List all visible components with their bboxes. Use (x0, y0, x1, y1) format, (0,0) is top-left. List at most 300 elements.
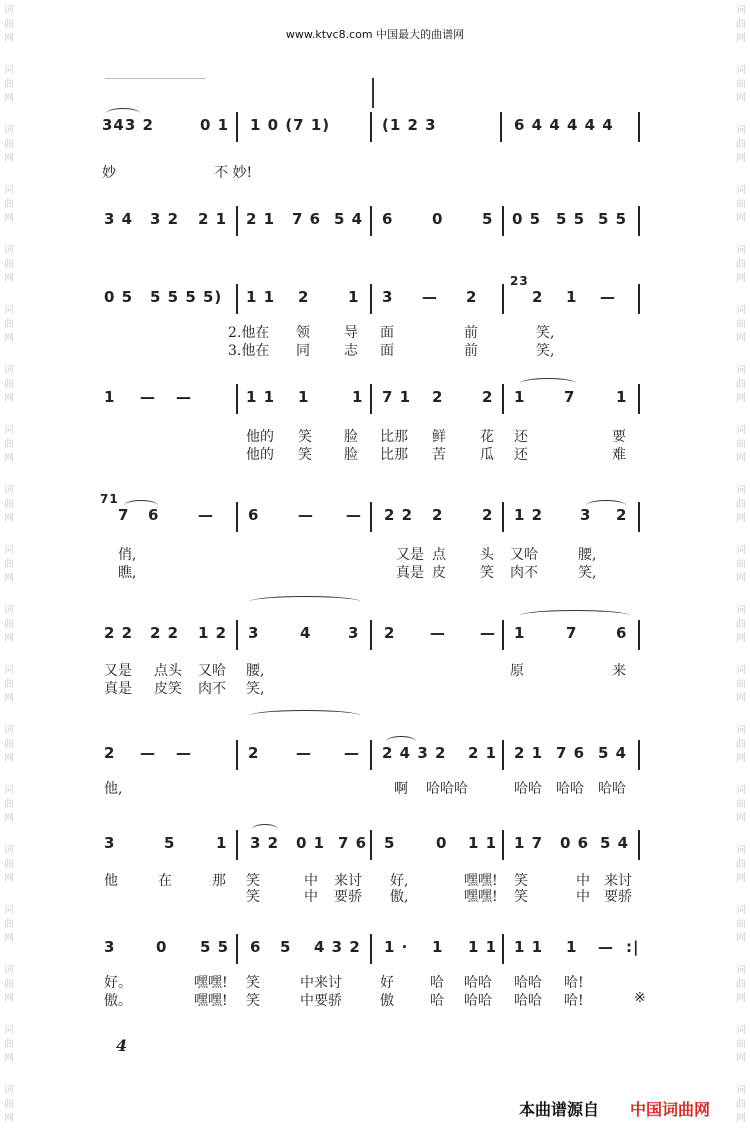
barline (236, 830, 238, 860)
lyric: 他, (104, 781, 123, 797)
note-group: 7 6 (338, 834, 368, 852)
lyric: 肉不 (510, 565, 538, 581)
note-group: — (176, 388, 192, 406)
note-group: 1 1 (468, 938, 498, 956)
watermark-glyph: 网 (4, 393, 14, 404)
slur (520, 378, 576, 389)
watermark-glyph: 词 (736, 1025, 746, 1036)
watermark-glyph: 网 (736, 993, 746, 1004)
watermark-glyph: 词 (4, 5, 14, 16)
note-group: 2 (432, 506, 444, 524)
lyric: 前 (464, 343, 478, 359)
note-group: 5 5 (556, 210, 586, 228)
lyric: 3.他在 (228, 343, 270, 359)
note-group: 1 (566, 288, 578, 306)
note-group: 5 (384, 834, 396, 852)
note-group: 5 4 (334, 210, 364, 228)
lyric: 比那 (380, 429, 408, 445)
watermark-glyph: 网 (4, 1113, 14, 1124)
note-group: 3 (104, 834, 116, 852)
lyric: 哈 (430, 993, 444, 1009)
barline (236, 502, 238, 532)
footer-site-link[interactable]: 中国词曲网 (630, 1100, 711, 1119)
note-group: 2 (104, 744, 116, 762)
slur (252, 824, 278, 835)
note-group: 7 6 (556, 744, 586, 762)
barline (236, 740, 238, 770)
barline (370, 620, 372, 650)
note-group: 3 (248, 624, 260, 642)
note-group: 2 (466, 288, 478, 306)
watermark-glyph: 曲 (736, 979, 746, 990)
lyric: 要骄 (334, 889, 362, 905)
watermark-glyph: 网 (736, 573, 746, 584)
watermark-glyph: 曲 (4, 559, 14, 570)
watermark-glyph: 曲 (736, 79, 746, 90)
note-group: 0 1 (296, 834, 326, 852)
note-group: — (598, 938, 614, 956)
watermark-glyph: 网 (4, 873, 14, 884)
barline (502, 934, 504, 964)
note-group: 5 5 (200, 938, 230, 956)
note-group: 1 7 (514, 834, 544, 852)
watermark-glyph: 曲 (4, 379, 14, 390)
watermark-glyph: 曲 (736, 739, 746, 750)
watermark-glyph: 曲 (4, 679, 14, 690)
lyric: 他的 (246, 429, 274, 445)
barline (236, 934, 238, 964)
slur (250, 596, 360, 607)
lyric: 妙 (102, 165, 116, 181)
watermark-glyph: 词 (736, 785, 746, 796)
barline (500, 112, 502, 142)
watermark-glyph: 曲 (4, 139, 14, 150)
watermark-glyph: 网 (4, 273, 14, 284)
watermark-glyph: 网 (736, 513, 746, 524)
note-group: 2 (248, 744, 260, 762)
watermark-glyph: 网 (736, 933, 746, 944)
barline (370, 384, 372, 414)
watermark-glyph: 曲 (4, 859, 14, 870)
note-group: 3 (580, 506, 592, 524)
note-group: 2 1 (246, 210, 276, 228)
lyric: 花 (480, 429, 494, 445)
barline (638, 620, 640, 650)
note-group: 2 (384, 624, 396, 642)
note-group: 7 (566, 624, 578, 642)
watermark-glyph: 词 (4, 725, 14, 736)
watermark-glyph: 曲 (736, 319, 746, 330)
barline (638, 384, 640, 414)
note-group: 4 3 2 (314, 938, 361, 956)
lyric: 哈哈 (514, 781, 542, 797)
watermark-glyph: 曲 (736, 919, 746, 930)
lyric: 真是 (104, 681, 132, 697)
note-group: 343 2 (102, 116, 154, 134)
note-group: 1 (514, 624, 526, 642)
watermark-glyph: 网 (736, 873, 746, 884)
note-group: 6 (148, 506, 160, 524)
watermark-glyph: 词 (736, 605, 746, 616)
note-group: 1 (566, 938, 578, 956)
note-group: 6 (248, 506, 260, 524)
barline (638, 206, 640, 236)
lyric: 不 妙! (214, 165, 253, 181)
watermark-glyph: 网 (736, 393, 746, 404)
barline (638, 502, 640, 532)
note-group: 2 1 (468, 744, 498, 762)
slur (520, 610, 630, 621)
left-watermark-column (2, 0, 16, 1144)
lyric: 比那 (380, 447, 408, 463)
slur (586, 500, 626, 511)
barline (370, 740, 372, 770)
note-group: — (600, 288, 616, 306)
barline (370, 502, 372, 532)
watermark-glyph: 词 (736, 545, 746, 556)
watermark-glyph: 网 (736, 333, 746, 344)
lyric: 头 (480, 547, 494, 563)
watermark-glyph: 词 (736, 1085, 746, 1096)
lyric: 又是 (396, 547, 424, 563)
watermark-glyph: 曲 (736, 859, 746, 870)
note-group: 0 1 (200, 116, 230, 134)
lyric: 哈! (564, 993, 584, 1009)
barline (236, 384, 238, 414)
watermark-glyph: 词 (4, 1085, 14, 1096)
lyric: 哈哈 (598, 781, 626, 797)
note-group: 6 (250, 938, 262, 956)
note-group: — (346, 506, 362, 524)
slur (250, 710, 360, 721)
watermark-glyph: 曲 (4, 1039, 14, 1050)
watermark-glyph: 词 (736, 365, 746, 376)
watermark-glyph: 网 (4, 33, 14, 44)
lyric: 中要骄 (300, 993, 342, 1009)
lyric: 腰, (578, 547, 597, 563)
lyric: 要骄 (604, 889, 632, 905)
note-group: 2 2 (150, 624, 180, 642)
lyric: 中 (304, 889, 318, 905)
note-group: — (430, 624, 446, 642)
note-group: 2 (482, 388, 494, 406)
watermark-glyph: 曲 (4, 739, 14, 750)
watermark-glyph: 词 (4, 65, 14, 76)
note-group: 2 (532, 288, 544, 306)
lyric: 笑 (298, 429, 312, 445)
watermark-glyph: 曲 (736, 379, 746, 390)
lyric: 导 (344, 325, 358, 341)
lyric: 哈哈 (464, 993, 492, 1009)
note-group: 1 (104, 388, 116, 406)
lyric: 瓜 (480, 447, 494, 463)
lyric: 哈哈 (514, 993, 542, 1009)
note-group: 2 (432, 388, 444, 406)
lyric: 好 (380, 975, 394, 991)
watermark-glyph: 曲 (4, 499, 14, 510)
lyric: 嘿嘿! (464, 873, 498, 889)
note-group: 3 (104, 938, 116, 956)
watermark-glyph: 网 (736, 153, 746, 164)
lyric: 笑 (246, 889, 260, 905)
watermark-glyph: 词 (4, 425, 14, 436)
lyric: 嘿嘿! (194, 975, 228, 991)
watermark-glyph: 网 (4, 93, 14, 104)
note-group: 0 6 (560, 834, 590, 852)
lyric: 在 (158, 873, 172, 889)
lyric: 好, (390, 873, 409, 889)
grace-notes: 23 (510, 274, 529, 288)
watermark-glyph: 曲 (736, 499, 746, 510)
barline (502, 206, 504, 236)
barline (502, 830, 504, 860)
note-group: 1 · (384, 938, 409, 956)
watermark-glyph: 词 (4, 965, 14, 976)
note-group: 1 (616, 388, 628, 406)
note-group: 1 1 (246, 388, 276, 406)
watermark-glyph: 词 (4, 365, 14, 376)
barline (370, 830, 372, 860)
watermark-glyph: 网 (736, 93, 746, 104)
note-group: — (176, 744, 192, 762)
note-group: 5 4 (598, 744, 628, 762)
lyric: 好。 (104, 975, 132, 991)
watermark-glyph: 曲 (4, 19, 14, 30)
lyric: 瞧, (118, 565, 137, 581)
watermark-glyph: 词 (4, 785, 14, 796)
note-group: 2 (482, 506, 494, 524)
barline (638, 830, 640, 860)
watermark-glyph: 词 (4, 245, 14, 256)
lyric: 笑, (536, 325, 555, 341)
footer-source-label: 本曲谱源自 (519, 1100, 600, 1119)
lyric: 哈哈哈 (426, 781, 468, 797)
watermark-glyph: 曲 (4, 319, 14, 330)
lyric: 又是 (104, 663, 132, 679)
watermark-glyph: 网 (4, 813, 14, 824)
watermark-glyph: 词 (4, 1025, 14, 1036)
watermark-glyph: 网 (4, 693, 14, 704)
lyric: 鲜 (432, 429, 446, 445)
lyric: 傲。 (104, 993, 132, 1009)
lyric: 志 (344, 343, 358, 359)
note-group: — (298, 506, 314, 524)
watermark-glyph: 词 (736, 425, 746, 436)
watermark-glyph: 网 (4, 513, 14, 524)
lyric: 笑, (578, 565, 597, 581)
watermark-glyph: 网 (4, 1053, 14, 1064)
note-group: 4 (300, 624, 312, 642)
note-group: 1 (298, 388, 310, 406)
end-repeat-sign: :| (626, 938, 640, 956)
watermark-glyph: 网 (736, 633, 746, 644)
note-group: (1 2 3 (382, 116, 437, 134)
watermark-glyph: 网 (4, 333, 14, 344)
note-group: 3 4 (104, 210, 134, 228)
note-group: 0 (156, 938, 168, 956)
lyric: 笑 (480, 565, 494, 581)
note-group: 2 (616, 506, 628, 524)
lyric: 皮 (432, 565, 446, 581)
barline (502, 620, 504, 650)
note-group: 1 2 (198, 624, 228, 642)
lyric: 笑 (514, 889, 528, 905)
note-group: — (140, 744, 156, 762)
note-group: 1 1 (468, 834, 498, 852)
watermark-glyph: 曲 (736, 1099, 746, 1110)
lyric: 傲, (390, 889, 409, 905)
note-group: 1 1 (514, 938, 544, 956)
lyric: 前 (464, 325, 478, 341)
watermark-glyph: 曲 (736, 679, 746, 690)
watermark-glyph: 曲 (4, 919, 14, 930)
watermark-glyph: 曲 (4, 439, 14, 450)
lyric: 点头 (154, 663, 182, 679)
lyric: 点 (432, 547, 446, 563)
watermark-glyph: 网 (736, 1113, 746, 1124)
note-group: 3 2 (150, 210, 180, 228)
lyric: 傲 (380, 993, 394, 1009)
watermark-glyph: 曲 (736, 1039, 746, 1050)
lyric: 笑, (536, 343, 555, 359)
watermark-glyph: 词 (736, 305, 746, 316)
lyric: 他的 (246, 447, 274, 463)
watermark-glyph: 网 (4, 213, 14, 224)
lyric: 哈哈 (464, 975, 492, 991)
note-group: 6 (382, 210, 394, 228)
watermark-glyph: 词 (4, 845, 14, 856)
watermark-glyph: 曲 (736, 439, 746, 450)
barline (370, 934, 372, 964)
barline (236, 284, 238, 314)
lyric: 哈哈 (556, 781, 584, 797)
lyric: 肉不 (198, 681, 226, 697)
barline (502, 740, 504, 770)
lyric: 中 (576, 889, 590, 905)
watermark-glyph: 曲 (4, 619, 14, 630)
note-group: 5 (280, 938, 292, 956)
lyric: 面 (380, 325, 394, 341)
note-group: 3 (348, 624, 360, 642)
watermark-glyph: 曲 (736, 259, 746, 270)
watermark-glyph: 网 (4, 753, 14, 764)
note-group: 1 1 (246, 288, 276, 306)
watermark-glyph: 网 (736, 1053, 746, 1064)
note-group: 1 (216, 834, 228, 852)
watermark-glyph: 曲 (4, 199, 14, 210)
note-group: 2 2 (384, 506, 414, 524)
note-group: 7 1 (382, 388, 412, 406)
note-group: 1 (514, 388, 526, 406)
lyric: 2.他在 (228, 325, 270, 341)
lyric: 真是 (396, 565, 424, 581)
watermark-glyph: 词 (4, 185, 14, 196)
note-group: — (198, 506, 214, 524)
lyric: 笑 (514, 873, 528, 889)
lyric: 脸 (344, 447, 358, 463)
lyric: 笑 (298, 447, 312, 463)
barline (502, 502, 504, 532)
watermark-glyph: 曲 (4, 79, 14, 90)
note-group: 2 1 (198, 210, 228, 228)
note-group: 0 5 (512, 210, 542, 228)
note-group: 1 2 (514, 506, 544, 524)
lyric: 又哈 (510, 547, 538, 563)
note-group: 5 5 5 5) (150, 288, 223, 306)
watermark-glyph: 网 (736, 33, 746, 44)
watermark-glyph: 词 (736, 185, 746, 196)
watermark-glyph: 词 (736, 245, 746, 256)
note-group: 7 (564, 388, 576, 406)
note-group: 0 (436, 834, 448, 852)
lyric: 同 (296, 343, 310, 359)
lyric: 领 (296, 325, 310, 341)
watermark-glyph: 词 (736, 905, 746, 916)
watermark-glyph: 曲 (736, 619, 746, 630)
watermark-glyph: 网 (736, 813, 746, 824)
watermark-glyph: 词 (4, 485, 14, 496)
barline (638, 740, 640, 770)
watermark-glyph: 网 (4, 153, 14, 164)
watermark-glyph: 曲 (4, 1099, 14, 1110)
barline (638, 284, 640, 314)
watermark-glyph: 词 (4, 305, 14, 316)
note-group: — (422, 288, 438, 306)
lyric: 面 (380, 343, 394, 359)
watermark-glyph: 网 (736, 273, 746, 284)
lyric: 中 (304, 873, 318, 889)
lyric: 笑 (246, 975, 260, 991)
lyric: 笑, (246, 681, 265, 697)
lyric: 嘿嘿! (194, 993, 228, 1009)
watermark-glyph: 曲 (736, 559, 746, 570)
note-group: 2 4 3 2 (382, 744, 447, 762)
note-group: 2 (298, 288, 310, 306)
watermark-glyph: 词 (4, 905, 14, 916)
watermark-glyph: 网 (736, 753, 746, 764)
right-watermark-column (734, 0, 748, 1144)
lyric: 哈 (430, 975, 444, 991)
barline (370, 206, 372, 236)
lyric: 脸 (344, 429, 358, 445)
barline (236, 620, 238, 650)
note-group: 5 4 (600, 834, 630, 852)
lyric: 笑 (246, 993, 260, 1009)
watermark-glyph: 网 (4, 573, 14, 584)
watermark-glyph: 词 (736, 725, 746, 736)
note-group: 7 (118, 506, 130, 524)
note-group: 2 1 (514, 744, 544, 762)
watermark-glyph: 词 (736, 965, 746, 976)
barline (236, 112, 238, 142)
lyric: 难 (612, 447, 626, 463)
watermark-glyph: 网 (4, 933, 14, 944)
watermark-glyph: 网 (736, 213, 746, 224)
lyric: 要 (612, 429, 626, 445)
watermark-glyph: 网 (4, 993, 14, 1004)
watermark-glyph: 词 (736, 125, 746, 136)
watermark-glyph: 曲 (736, 199, 746, 210)
lyric: 中来讨 (300, 975, 342, 991)
barline (370, 284, 372, 314)
watermark-glyph: 词 (4, 545, 14, 556)
lyric: 来讨 (604, 873, 632, 889)
lyric: 原 (510, 663, 524, 679)
note-group: 1 (432, 938, 444, 956)
lyric: 俏, (118, 547, 137, 563)
barline (502, 284, 504, 314)
barline (638, 112, 640, 142)
